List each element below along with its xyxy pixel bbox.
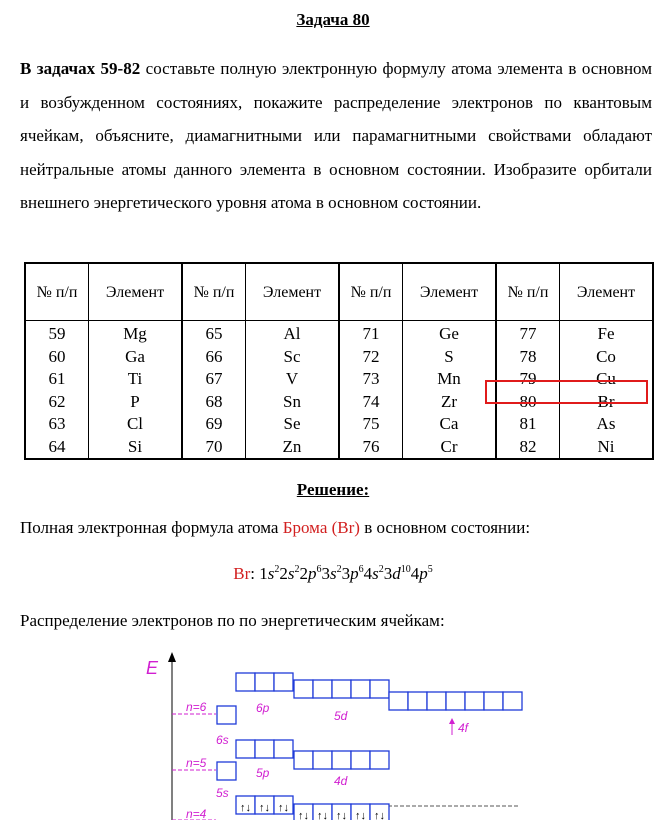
electron-pair-icon: ↑↓ (336, 810, 347, 820)
formula-term: $1s^2$ (259, 564, 280, 583)
row-number: 82 (496, 436, 560, 460)
orbital-cell (255, 673, 274, 691)
sublevel-label: 6p (256, 701, 270, 715)
table-header-row (25, 263, 653, 321)
row-number: 76 (339, 436, 403, 460)
orbital-cell (274, 673, 293, 691)
element-symbol: S (403, 346, 497, 369)
highlight-box (485, 380, 648, 404)
energy-diagram (0, 640, 666, 820)
element-symbol: Cl (89, 413, 183, 436)
element-symbol: Cr (403, 436, 497, 460)
row-number: 64 (25, 436, 89, 460)
row-number: 77 (496, 321, 560, 346)
orbital-cell (370, 751, 389, 769)
electron-pair-icon: ↑↓ (298, 810, 309, 820)
element-symbol: Mg (89, 321, 183, 346)
row-number: 71 (339, 321, 403, 346)
element-symbol: Cu (560, 368, 654, 391)
orbital-cell (294, 680, 313, 698)
electron-pair-icon: ↑↓ (374, 810, 385, 820)
row-number: 70 (182, 436, 246, 460)
element-symbol: Al (246, 321, 340, 346)
table-row (25, 346, 653, 369)
problem-range: В задачах 59-82 (20, 59, 141, 78)
element-header: Элемент (403, 263, 497, 321)
problem-title: Задача 80 (296, 10, 370, 29)
element-symbol: Zn (246, 436, 340, 460)
num-header: № п/п (182, 263, 246, 321)
row-number: 63 (25, 413, 89, 436)
formula-term: $4p^5$ (410, 564, 433, 583)
orbital-cell (255, 740, 274, 758)
orbital-cell (274, 740, 293, 758)
formula-term: $2s^2$ (279, 564, 300, 583)
element-name: Брома (Br) (282, 518, 360, 537)
element-symbol: Se (246, 413, 340, 436)
row-number: 68 (182, 391, 246, 414)
element-header: Элемент (246, 263, 340, 321)
sublevel-label: 5d (334, 709, 348, 723)
element-symbol: Ti (89, 368, 183, 391)
sublevel-label: 5s (216, 786, 229, 800)
electron-pair-icon: ↑↓ (259, 802, 270, 814)
distribution-caption: Распределение электронов по по энергетическим ячейкам: (20, 611, 445, 630)
level-label: n=4 (186, 807, 207, 820)
level-label: n=5 (186, 756, 207, 770)
row-number: 81 (496, 413, 560, 436)
sublevel-label: 6s (216, 733, 229, 747)
sublevel-label: 4d (334, 774, 348, 788)
element-symbol: Ge (403, 321, 497, 346)
electron-pair-icon: ↑↓ (240, 802, 251, 814)
row-number: 78 (496, 346, 560, 369)
element-header: Элемент (89, 263, 183, 321)
element-symbol: Mn (403, 368, 497, 391)
row-number: 79 (496, 368, 560, 391)
solution-title: Решение: (296, 480, 370, 499)
element-header: Элемент (560, 263, 654, 321)
element-symbol: P (89, 391, 183, 414)
orbital-cell (427, 692, 446, 710)
elements-table (24, 262, 654, 460)
row-number: 80 (496, 391, 560, 414)
formula-term: $4s^2$ (363, 564, 384, 583)
num-header: № п/п (496, 263, 560, 321)
electron-pair-icon: ↑↓ (317, 810, 328, 820)
orbital-cell (217, 706, 236, 724)
element-symbol: Sc (246, 346, 340, 369)
orbital-cell (370, 680, 389, 698)
formula-term: $3s^2$ (321, 564, 342, 583)
row-number: 72 (339, 346, 403, 369)
element-symbol: Si (89, 436, 183, 460)
element-symbol: Ni (560, 436, 654, 460)
orbital-cell (294, 751, 313, 769)
row-number: 59 (25, 321, 89, 346)
table-row (25, 321, 653, 346)
element-symbol: Sn (246, 391, 340, 414)
num-header: № п/п (25, 263, 89, 321)
problem-statement (20, 52, 652, 220)
row-number: 75 (339, 413, 403, 436)
orbital-boxes (217, 673, 522, 820)
orbital-cell (236, 673, 255, 691)
formula-intro: Полная электронная формула атома Брома (Br) в основном состоянии: (20, 518, 531, 537)
level-label: n=6 (186, 700, 207, 714)
orbital-cell (236, 740, 255, 758)
orbital-cell (465, 692, 484, 710)
orbital-cell (408, 692, 427, 710)
sublevel-label: 5p (256, 766, 270, 780)
row-number: 65 (182, 321, 246, 346)
formula-term: $3p^6$ (341, 564, 364, 583)
row-number: 60 (25, 346, 89, 369)
num-header: № п/п (339, 263, 403, 321)
row-number: 74 (339, 391, 403, 414)
element-symbol: Fe (560, 321, 654, 346)
formula-term: $3d^{10}$ (383, 564, 411, 583)
element-symbol: Co (560, 346, 654, 369)
row-number: 61 (25, 368, 89, 391)
orbital-cell (313, 751, 332, 769)
orbital-cell (351, 751, 370, 769)
element-symbol: As (560, 413, 654, 436)
orbital-cell (484, 692, 503, 710)
table-row (25, 413, 653, 436)
orbital-cell (332, 680, 351, 698)
element-symbol: V (246, 368, 340, 391)
orbital-cell (446, 692, 465, 710)
electron-pair-icon: ↑↓ (355, 810, 366, 820)
orbital-cell (503, 692, 522, 710)
row-number: 67 (182, 368, 246, 391)
row-number: 69 (182, 413, 246, 436)
electron-formula: Br: $1s^22s^22p^63s^23p^64s^23d^{10}4p^5$ (233, 564, 433, 583)
formula-symbol: Br (233, 564, 251, 583)
element-symbol: Ga (89, 346, 183, 369)
row-number: 73 (339, 368, 403, 391)
axis-label: E (146, 658, 159, 678)
orbital-cell (217, 762, 236, 780)
orbital-cell (389, 692, 408, 710)
problem-text: составьте полную электронную формулу атома элемента в основном и возбужденном состояниях, покажите распределение электронов по квантовым ячейкам, объясните, диамагнитными или парамагнитными свойствами обладают нейтральные атомы данного элемента в основном состоянии. Изобразите орбитали внешнего энергетического уровня атома в основном состоянии. (20, 59, 652, 212)
formula-term: $2p^6$ (299, 564, 322, 583)
orbital-cell (313, 680, 332, 698)
element-symbol: Zr (403, 391, 497, 414)
element-symbol: Br (560, 391, 654, 414)
sublevel-label: 4f (458, 721, 469, 735)
electron-pair-icon: ↑↓ (278, 802, 289, 814)
axis-arrow-icon (168, 652, 176, 662)
row-number: 62 (25, 391, 89, 414)
orbital-cell (351, 680, 370, 698)
orbital-cell (332, 751, 351, 769)
element-symbol: Ca (403, 413, 497, 436)
table-row (25, 436, 653, 460)
row-number: 66 (182, 346, 246, 369)
